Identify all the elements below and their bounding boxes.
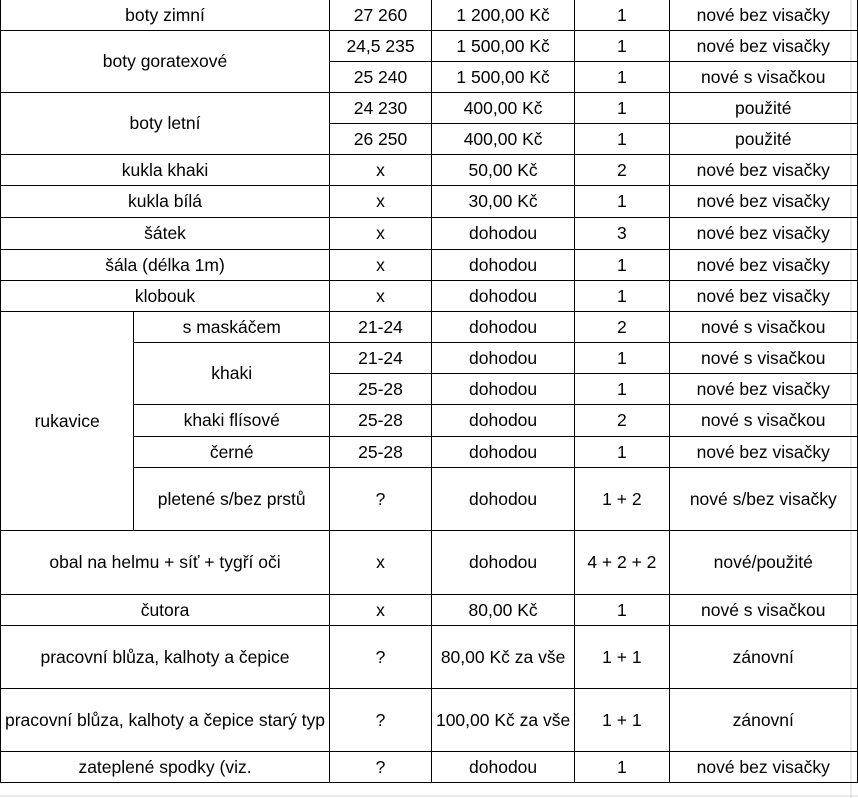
table-row xyxy=(1,0,858,31)
table-row xyxy=(1,93,858,124)
size-cell[interactable]: ? xyxy=(330,689,432,752)
size-cell[interactable]: x xyxy=(330,218,432,250)
item-cell[interactable]: šátek xyxy=(1,218,330,250)
condition-cell[interactable]: nové bez visačky xyxy=(669,752,857,783)
condition-cell[interactable]: nové bez visačky xyxy=(669,186,857,218)
size-cell[interactable]: ? xyxy=(330,626,432,689)
table-row xyxy=(1,626,858,689)
item-cell[interactable]: khaki xyxy=(134,343,330,405)
qty-cell[interactable]: 1 + 2 xyxy=(575,468,669,531)
condition-cell[interactable]: použité xyxy=(669,93,857,124)
item-cell[interactable]: kukla bílá xyxy=(1,186,330,218)
qty-cell[interactable]: 1 xyxy=(575,752,669,783)
qty-cell[interactable]: 1 + 1 xyxy=(575,689,669,752)
price-cell[interactable]: 50,00 Kč xyxy=(431,155,574,186)
qty-cell[interactable]: 1 xyxy=(575,595,669,626)
item-cell[interactable]: černé xyxy=(134,437,330,468)
size-cell[interactable]: x xyxy=(330,186,432,218)
item-cell[interactable]: šála (délka 1m) xyxy=(1,250,330,281)
qty-cell[interactable]: 1 xyxy=(575,437,669,468)
item-cell[interactable]: boty goratexové xyxy=(1,31,330,93)
size-cell[interactable]: 25-28 xyxy=(330,374,432,405)
table-row xyxy=(1,531,858,595)
size-cell[interactable]: 24 230 xyxy=(330,93,432,124)
size-cell[interactable]: x xyxy=(330,531,432,595)
size-cell[interactable]: 26 250 xyxy=(330,124,432,155)
qty-cell[interactable]: 1 xyxy=(575,343,669,374)
size-cell[interactable]: 21-24 xyxy=(330,343,432,374)
condition-cell[interactable]: nové bez visačky xyxy=(669,0,857,31)
price-cell[interactable]: 30,00 Kč xyxy=(431,186,574,218)
table-row xyxy=(1,752,858,783)
item-cell[interactable]: pracovní blůza, kalhoty a čepice starý typ xyxy=(1,689,330,752)
condition-cell[interactable]: nové s visačkou xyxy=(669,62,857,93)
table-row xyxy=(1,312,858,343)
qty-cell[interactable]: 3 xyxy=(575,218,669,250)
price-cell[interactable]: 1 500,00 Kč xyxy=(431,31,574,62)
condition-cell[interactable]: použité xyxy=(669,124,857,155)
price-cell[interactable]: dohodou xyxy=(431,281,574,312)
price-cell[interactable]: dohodou xyxy=(431,218,574,250)
condition-cell[interactable]: nové bez visačky xyxy=(669,374,857,405)
condition-cell[interactable]: nové bez visačky xyxy=(669,281,857,312)
condition-cell[interactable]: zánovní xyxy=(669,689,857,752)
condition-cell[interactable]: nové s/bez visačky xyxy=(669,468,857,531)
size-cell[interactable]: 25-28 xyxy=(330,437,432,468)
qty-cell[interactable]: 1 xyxy=(575,0,669,31)
qty-cell[interactable]: 1 xyxy=(575,93,669,124)
table-row xyxy=(1,155,858,186)
group-cell[interactable]: rukavice xyxy=(1,312,134,531)
item-cell[interactable]: čutora xyxy=(1,595,330,626)
price-cell[interactable]: 400,00 Kč xyxy=(431,124,574,155)
price-cell[interactable]: 80,00 Kč za vše xyxy=(431,626,574,689)
condition-cell[interactable]: nové/použité xyxy=(669,531,857,595)
price-cell[interactable]: 1 500,00 Kč xyxy=(431,62,574,93)
qty-cell[interactable]: 1 xyxy=(575,31,669,62)
price-cell[interactable]: 100,00 Kč za vše xyxy=(431,689,574,752)
condition-cell[interactable]: nové s visačkou xyxy=(669,312,857,343)
price-cell[interactable]: dohodou xyxy=(431,468,574,531)
table-row xyxy=(1,595,858,626)
qty-cell[interactable]: 1 xyxy=(575,250,669,281)
item-cell[interactable]: pracovní blůza, kalhoty a čepice xyxy=(1,626,330,689)
size-cell[interactable]: x xyxy=(330,250,432,281)
condition-cell[interactable]: nové s visačkou xyxy=(669,405,857,437)
table-row xyxy=(1,31,858,62)
price-cell[interactable]: dohodou xyxy=(431,531,574,595)
price-cell[interactable]: 80,00 Kč xyxy=(431,595,574,626)
table-row xyxy=(1,218,858,250)
item-cell[interactable]: boty letní xyxy=(1,93,330,155)
size-cell[interactable]: 21-24 xyxy=(330,312,432,343)
size-cell[interactable]: ? xyxy=(330,752,432,783)
size-cell[interactable]: x xyxy=(330,595,432,626)
qty-cell[interactable]: 1 xyxy=(575,186,669,218)
size-cell[interactable]: 24,5 235 xyxy=(330,31,432,62)
price-cell[interactable]: dohodou xyxy=(431,312,574,343)
qty-cell[interactable]: 1 xyxy=(575,374,669,405)
item-cell[interactable]: klobouk xyxy=(1,281,330,312)
condition-cell[interactable]: nové s visačkou xyxy=(669,343,857,374)
item-cell[interactable]: kukla khaki xyxy=(1,155,330,186)
size-cell[interactable]: 25 240 xyxy=(330,62,432,93)
price-cell[interactable]: dohodou xyxy=(431,437,574,468)
price-cell[interactable]: dohodou xyxy=(431,374,574,405)
condition-cell[interactable]: nové bez visačky xyxy=(669,31,857,62)
item-cell[interactable]: obal na helmu + síť + tygří oči xyxy=(1,531,330,595)
size-cell[interactable]: x xyxy=(330,281,432,312)
qty-cell[interactable]: 2 xyxy=(575,155,669,186)
qty-cell[interactable]: 1 xyxy=(575,62,669,93)
table-row xyxy=(1,250,858,281)
qty-cell[interactable]: 4 + 2 + 2 xyxy=(575,531,669,595)
condition-cell[interactable]: nové bez visačky xyxy=(669,437,857,468)
qty-cell[interactable]: 1 xyxy=(575,281,669,312)
condition-cell[interactable]: nové s visačkou xyxy=(669,595,857,626)
item-cell[interactable]: khaki flísové xyxy=(134,405,330,437)
qty-cell[interactable]: 2 xyxy=(575,405,669,437)
qty-cell[interactable]: 2 xyxy=(575,312,669,343)
table-row xyxy=(1,689,858,752)
price-cell[interactable]: dohodou xyxy=(431,343,574,374)
size-cell[interactable]: x xyxy=(330,155,432,186)
item-cell[interactable]: pletené s/bez prstů xyxy=(134,468,330,531)
size-cell[interactable]: ? xyxy=(330,468,432,531)
table-row xyxy=(1,281,858,312)
item-cell[interactable]: zateplené spodky (viz. xyxy=(1,752,330,783)
price-cell[interactable]: 400,00 Kč xyxy=(431,93,574,124)
price-cell[interactable]: dohodou xyxy=(431,405,574,437)
condition-cell[interactable]: nové bez visačky xyxy=(669,250,857,281)
size-cell[interactable]: 27 260 xyxy=(330,0,432,31)
condition-cell[interactable]: nové bez visačky xyxy=(669,218,857,250)
price-cell[interactable]: dohodou xyxy=(431,752,574,783)
item-cell[interactable]: boty zimní xyxy=(1,0,330,31)
size-cell[interactable]: 25-28 xyxy=(330,405,432,437)
condition-cell[interactable]: nové bez visačky xyxy=(669,155,857,186)
table-row xyxy=(1,186,858,218)
qty-cell[interactable]: 1 + 1 xyxy=(575,626,669,689)
qty-cell[interactable]: 1 xyxy=(575,124,669,155)
price-cell[interactable]: dohodou xyxy=(431,250,574,281)
price-cell[interactable]: 1 200,00 Kč xyxy=(431,0,574,31)
item-cell[interactable]: s maskáčem xyxy=(134,312,330,343)
condition-cell[interactable]: zánovní xyxy=(669,626,857,689)
